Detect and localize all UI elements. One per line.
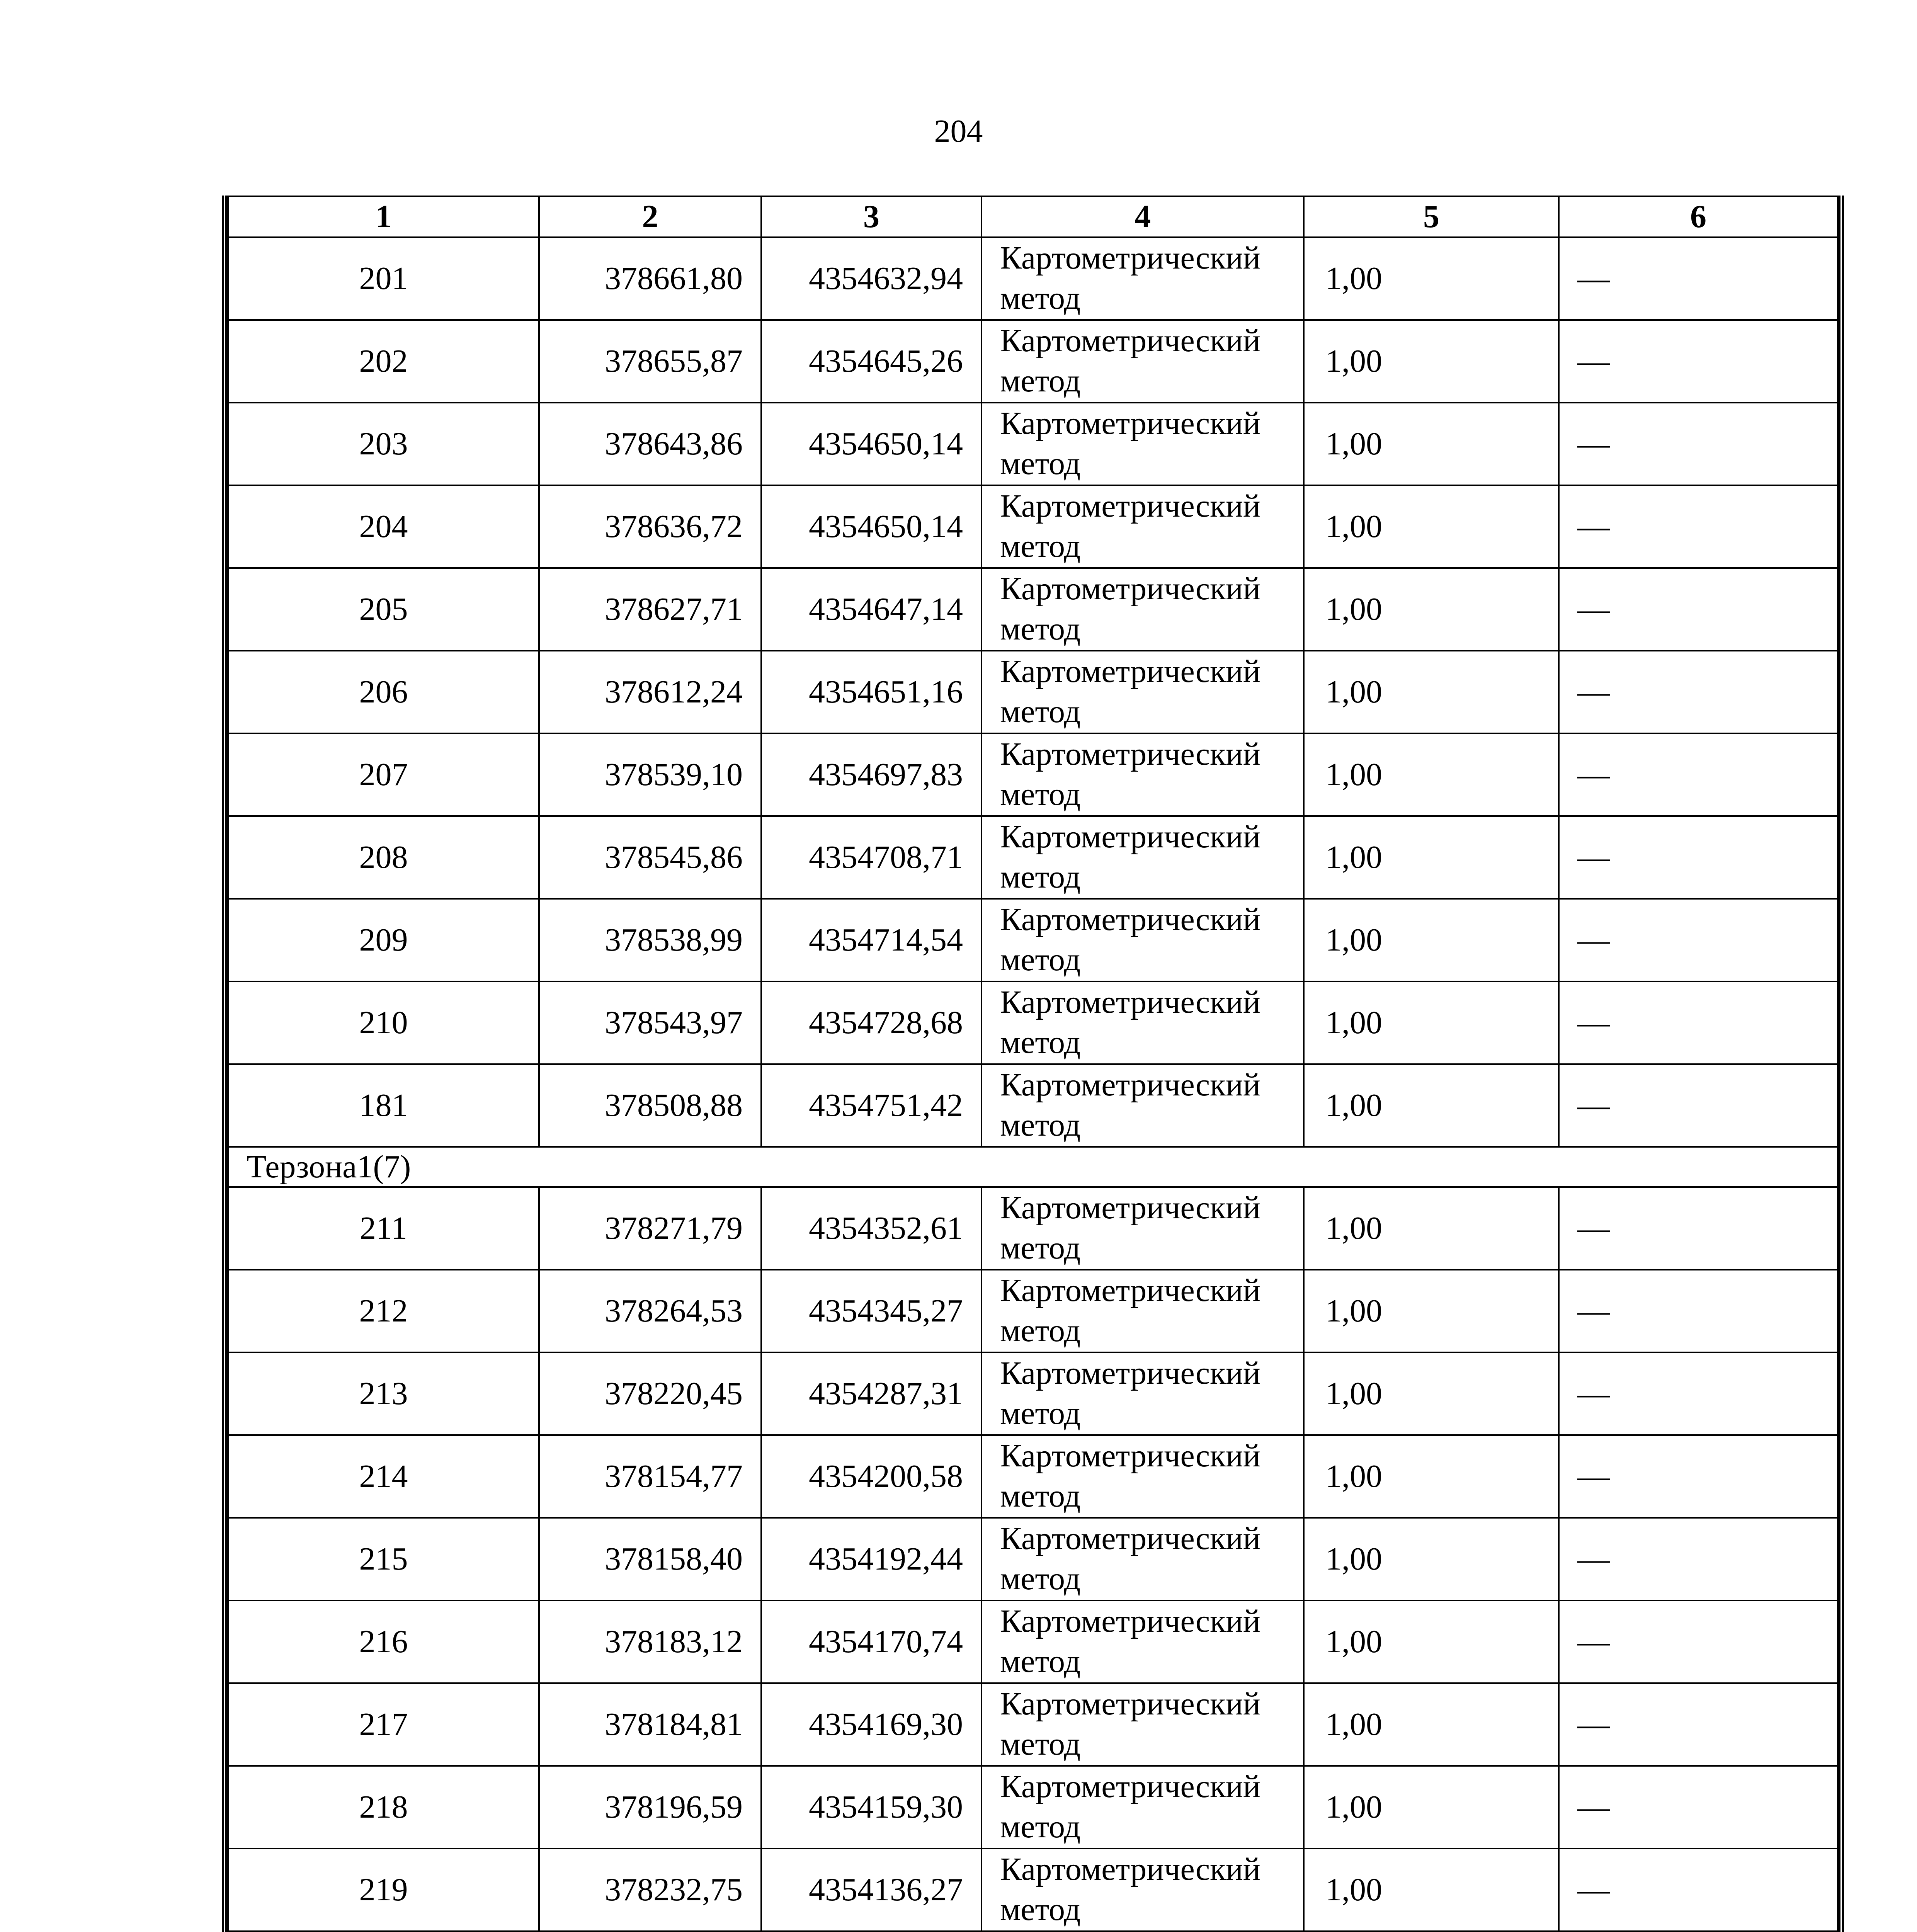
method-cell <box>981 485 1304 568</box>
accuracy-value: 1,00 <box>1304 1187 1559 1270</box>
point-number: 216 <box>228 1600 539 1683</box>
method-line-2: метод <box>1000 942 1081 978</box>
method-line-2: метод <box>1000 1809 1081 1845</box>
point-number: 215 <box>228 1518 539 1600</box>
coordinate-x: 378612,24 <box>539 651 761 733</box>
method-cell <box>981 1270 1304 1352</box>
method-line-1: Картометрический <box>1000 1686 1260 1722</box>
note-dash: — <box>1559 816 1838 899</box>
note-dash: — <box>1559 485 1838 568</box>
note-dash: — <box>1559 1270 1838 1352</box>
method-line-2: метод <box>1000 694 1081 730</box>
point-number: 211 <box>228 1187 539 1270</box>
coordinate-y: 4354728,68 <box>761 981 981 1064</box>
method-line-2: метод <box>1000 1313 1081 1349</box>
coordinate-y: 4354697,83 <box>761 733 981 816</box>
table-row <box>228 899 1838 981</box>
table-row <box>228 1064 1838 1147</box>
method-cell <box>981 816 1304 899</box>
method-line-1: Картометрический <box>1000 1520 1260 1556</box>
note-dash: — <box>1559 981 1838 1064</box>
coordinate-x: 378508,88 <box>539 1064 761 1147</box>
method-line-2: метод <box>1000 1891 1081 1927</box>
note-dash: — <box>1559 568 1838 651</box>
accuracy-value: 1,00 <box>1304 1270 1559 1352</box>
method-line-1: Картометрический <box>1000 1438 1260 1474</box>
point-number: 201 <box>228 237 539 320</box>
table-row <box>228 651 1838 733</box>
accuracy-value: 1,00 <box>1304 1600 1559 1683</box>
table-row <box>228 1766 1838 1849</box>
table-row <box>228 1187 1838 1270</box>
method-cell <box>981 899 1304 981</box>
method-line-1: Картометрический <box>1000 1851 1260 1887</box>
method-line-1: Картометрический <box>1000 1355 1260 1391</box>
method-line-1: Картометрический <box>1000 571 1260 607</box>
note-dash: — <box>1559 1849 1838 1931</box>
point-number: 209 <box>228 899 539 981</box>
coordinate-y: 4354136,27 <box>761 1849 981 1931</box>
note-dash: — <box>1559 1187 1838 1270</box>
method-cell <box>981 568 1304 651</box>
method-cell <box>981 1849 1304 1931</box>
accuracy-value: 1,00 <box>1304 1064 1559 1147</box>
point-number: 203 <box>228 403 539 485</box>
method-line-2: метод <box>1000 1230 1081 1266</box>
table-row <box>228 816 1838 899</box>
coordinate-x: 378232,75 <box>539 1849 761 1931</box>
coordinate-x: 378543,97 <box>539 981 761 1064</box>
table-row <box>228 1270 1838 1352</box>
method-line-1: Картометрический <box>1000 405 1260 441</box>
note-dash: — <box>1559 1064 1838 1147</box>
point-number: 205 <box>228 568 539 651</box>
coordinate-y: 4354647,14 <box>761 568 981 651</box>
coordinate-y: 4354169,30 <box>761 1683 981 1766</box>
method-cell <box>981 1187 1304 1270</box>
coordinate-y: 4354200,58 <box>761 1435 981 1518</box>
coordinate-x: 378636,72 <box>539 485 761 568</box>
table-row <box>228 1600 1838 1683</box>
table-row <box>228 981 1838 1064</box>
header-col-3: 3 <box>761 196 981 237</box>
accuracy-value: 1,00 <box>1304 1518 1559 1600</box>
coordinate-y: 4354192,44 <box>761 1518 981 1600</box>
accuracy-value: 1,00 <box>1304 485 1559 568</box>
accuracy-value: 1,00 <box>1304 899 1559 981</box>
note-dash: — <box>1559 733 1838 816</box>
method-cell <box>981 1518 1304 1600</box>
method-line-1: Картометрический <box>1000 901 1260 937</box>
method-cell <box>981 403 1304 485</box>
point-number: 217 <box>228 1683 539 1766</box>
method-line-1: Картометрический <box>1000 1272 1260 1308</box>
coordinate-y: 4354714,54 <box>761 899 981 981</box>
method-line-1: Картометрический <box>1000 984 1260 1020</box>
coordinate-x: 378661,80 <box>539 237 761 320</box>
accuracy-value: 1,00 <box>1304 1435 1559 1518</box>
coordinate-x: 378264,53 <box>539 1270 761 1352</box>
method-cell <box>981 237 1304 320</box>
method-line-2: метод <box>1000 1107 1081 1143</box>
accuracy-value: 1,00 <box>1304 568 1559 651</box>
coordinate-y: 4354632,94 <box>761 237 981 320</box>
coordinate-y: 4354287,31 <box>761 1352 981 1435</box>
method-line-2: метод <box>1000 1643 1081 1679</box>
page-number: 204 <box>934 113 983 149</box>
method-line-2: метод <box>1000 363 1081 399</box>
table-row <box>228 485 1838 568</box>
table-row <box>228 403 1838 485</box>
header-row <box>228 196 1838 237</box>
method-line-2: метод <box>1000 611 1081 647</box>
coordinate-y: 4354645,26 <box>761 320 981 403</box>
point-number: 214 <box>228 1435 539 1518</box>
coordinate-x: 378539,10 <box>539 733 761 816</box>
accuracy-value: 1,00 <box>1304 981 1559 1064</box>
method-cell <box>981 1352 1304 1435</box>
method-line-1: Картометрический <box>1000 488 1260 524</box>
method-cell <box>981 1435 1304 1518</box>
method-line-1: Картометрический <box>1000 819 1260 855</box>
note-dash: — <box>1559 320 1838 403</box>
table-row <box>228 1518 1838 1600</box>
method-line-2: метод <box>1000 280 1081 316</box>
table-row <box>228 237 1838 320</box>
coordinate-y: 4354352,61 <box>761 1187 981 1270</box>
method-line-1: Картометрический <box>1000 323 1260 359</box>
point-number: 212 <box>228 1270 539 1352</box>
coordinate-y: 4354708,71 <box>761 816 981 899</box>
header-col-6: 6 <box>1559 196 1838 237</box>
method-cell <box>981 1766 1304 1849</box>
point-number: 210 <box>228 981 539 1064</box>
coordinate-y: 4354751,42 <box>761 1064 981 1147</box>
coordinate-y: 4354159,30 <box>761 1766 981 1849</box>
table-row <box>228 1352 1838 1435</box>
coordinate-x: 378154,77 <box>539 1435 761 1518</box>
note-dash: — <box>1559 403 1838 485</box>
coordinate-x: 378545,86 <box>539 816 761 899</box>
point-number: 181 <box>228 1064 539 1147</box>
section-label: Терзона1(7) <box>228 1147 1838 1187</box>
method-line-2: метод <box>1000 528 1081 564</box>
coordinate-y: 4354345,27 <box>761 1270 981 1352</box>
method-line-1: Картометрический <box>1000 1190 1260 1226</box>
note-dash: — <box>1559 1352 1838 1435</box>
method-line-2: метод <box>1000 446 1081 481</box>
accuracy-value: 1,00 <box>1304 1683 1559 1766</box>
table-row <box>228 733 1838 816</box>
method-line-2: метод <box>1000 776 1081 812</box>
method-cell <box>981 1600 1304 1683</box>
accuracy-value: 1,00 <box>1304 1849 1559 1931</box>
method-cell <box>981 1683 1304 1766</box>
header-col-5: 5 <box>1304 196 1559 237</box>
section-row <box>228 1147 1838 1187</box>
note-dash: — <box>1559 237 1838 320</box>
point-number: 202 <box>228 320 539 403</box>
coordinate-x: 378643,86 <box>539 403 761 485</box>
coordinate-y: 4354651,16 <box>761 651 981 733</box>
accuracy-value: 1,00 <box>1304 320 1559 403</box>
note-dash: — <box>1559 1683 1838 1766</box>
coordinate-x: 378158,40 <box>539 1518 761 1600</box>
coordinate-x: 378538,99 <box>539 899 761 981</box>
point-number: 207 <box>228 733 539 816</box>
table-row <box>228 1849 1838 1931</box>
header-col-2: 2 <box>539 196 761 237</box>
coordinate-x: 378184,81 <box>539 1683 761 1766</box>
accuracy-value: 1,00 <box>1304 816 1559 899</box>
point-number: 206 <box>228 651 539 733</box>
note-dash: — <box>1559 1518 1838 1600</box>
method-line-2: метод <box>1000 1726 1081 1762</box>
table-row <box>228 568 1838 651</box>
coordinate-x: 378196,59 <box>539 1766 761 1849</box>
method-line-2: метод <box>1000 1024 1081 1060</box>
coordinate-y: 4354650,14 <box>761 485 981 568</box>
method-cell <box>981 320 1304 403</box>
method-cell <box>981 981 1304 1064</box>
point-number: 204 <box>228 485 539 568</box>
method-line-1: Картометрический <box>1000 1603 1260 1639</box>
note-dash: — <box>1559 1435 1838 1518</box>
table-row <box>228 1683 1838 1766</box>
note-dash: — <box>1559 651 1838 733</box>
method-line-2: метод <box>1000 1478 1081 1514</box>
method-cell <box>981 1064 1304 1147</box>
coordinate-y: 4354650,14 <box>761 403 981 485</box>
coordinates-table-frame <box>222 196 1844 1932</box>
accuracy-value: 1,00 <box>1304 403 1559 485</box>
method-cell <box>981 651 1304 733</box>
table-row <box>228 1435 1838 1518</box>
table-body <box>228 237 1838 1932</box>
note-dash: — <box>1559 899 1838 981</box>
method-line-1: Картометрический <box>1000 1067 1260 1103</box>
header-col-1: 1 <box>228 196 539 237</box>
method-line-2: метод <box>1000 859 1081 895</box>
method-line-2: метод <box>1000 1395 1081 1431</box>
accuracy-value: 1,00 <box>1304 651 1559 733</box>
method-line-1: Картометрический <box>1000 653 1260 689</box>
accuracy-value: 1,00 <box>1304 733 1559 816</box>
note-dash: — <box>1559 1600 1838 1683</box>
coordinate-x: 378271,79 <box>539 1187 761 1270</box>
coordinate-y: 4354170,74 <box>761 1600 981 1683</box>
header-col-4: 4 <box>981 196 1304 237</box>
coordinate-x: 378220,45 <box>539 1352 761 1435</box>
method-line-2: метод <box>1000 1561 1081 1597</box>
note-dash: — <box>1559 1766 1838 1849</box>
accuracy-value: 1,00 <box>1304 1766 1559 1849</box>
method-line-1: Картометрический <box>1000 736 1260 772</box>
accuracy-value: 1,00 <box>1304 237 1559 320</box>
coordinate-x: 378655,87 <box>539 320 761 403</box>
accuracy-value: 1,00 <box>1304 1352 1559 1435</box>
point-number: 218 <box>228 1766 539 1849</box>
coordinate-x: 378183,12 <box>539 1600 761 1683</box>
coordinates-table <box>227 196 1839 1932</box>
point-number: 208 <box>228 816 539 899</box>
table-row <box>228 320 1838 403</box>
point-number: 213 <box>228 1352 539 1435</box>
method-cell <box>981 733 1304 816</box>
point-number: 219 <box>228 1849 539 1931</box>
coordinate-x: 378627,71 <box>539 568 761 651</box>
method-line-1: Картометрический <box>1000 1769 1260 1804</box>
method-line-1: Картометрический <box>1000 240 1260 276</box>
